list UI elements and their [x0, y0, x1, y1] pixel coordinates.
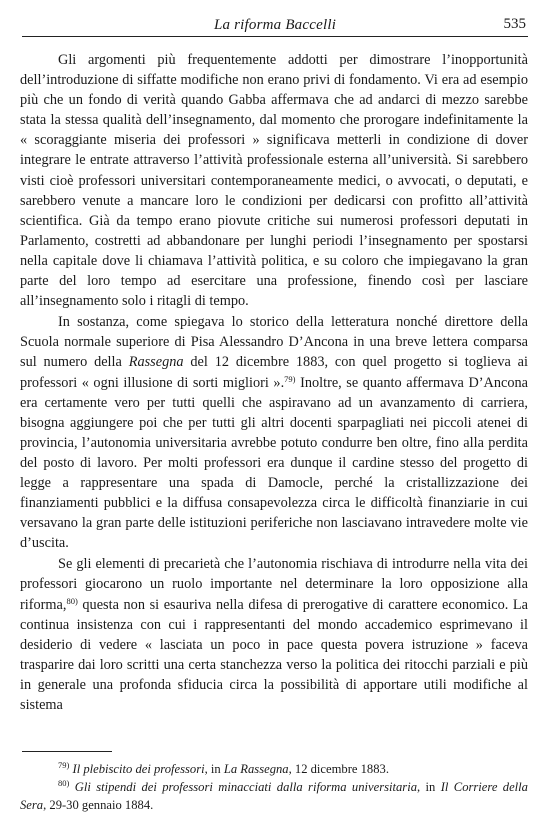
- paragraph-2-text-c: Inoltre, se quanto affermava D’Ancona era certamente vero per tutti quelli che aspiravano ad un avanzamento di carriera, bisogna aggiungere poi che per tutti gli altri docenti sparpagliati nei piccoli atenei di provincia, l’autonomia universitaria avrebbe potuto condurre ben oltre, fino alla perdita del posto di lavoro. Per molti professori era dunque il cardine stesso del progetto di legge a rappresentare una spada di Damocle, perché la cristallizzazione dei finanziamenti pubblici e la diffusa consapevolezza circa le difficoltà finanziarie in cui versavano la gran parte delle istituzioni periferiche non lasciavano intravedere molte vie d’uscita.: [20, 374, 528, 552]
- footnote-rule: [22, 751, 112, 752]
- paragraph-2: [20, 312, 528, 553]
- footnotes: [20, 760, 528, 814]
- footnote-79-source: La Rassegna: [223, 762, 289, 776]
- footnote-ref-79: 79): [284, 373, 296, 384]
- paragraph-3-text-a: Se gli elementi di precarietà che l’autonomia rischiava di introdurre nella vita dei professori giocarono un ruolo importante nel determinare la loro opposizione alla riforma,: [20, 556, 528, 613]
- footnote-ref-80: 80): [66, 595, 78, 606]
- paragraph-1-text: Gli argomenti più frequentemente addotti per dimostrare l’inopportunità dell’introduzione di siffatte modifiche non erano privi di fondamento. Vi era ad esempio più che un fondo di verità quando Gabba affermava che ad andarci di mezzo sarebbe stata la stessa qualità dell’insegnamento, dal momento che prorogare indefinitamente la « scoraggiante miseria dei professori » significava metterli in condizione di dover integrare le entrate attraverso l’attività professionale esterna all’università. Si sarebbero visti cioè professori universitari contemporaneamente medici, o avvocati, o deputati, e sarebbero venute a mancare loro le condizioni per dedicarsi con profitto all’attività scientifica. Già da tempo erano piovute critiche sui numerosi professori deputati in Parlamento, costretti ad abbandonare per lunghi periodi l’insegnamento per spostarsi nella capitale dove li chiamava l’attività politica, e su coloro che impiegavano la gran parte del loro tempo ad esercitare una professione, finendo così per lasciare all’insegnamento solo i ritagli di tempo.: [20, 52, 528, 310]
- footnote-80-end: , 29-30 gennaio 1884.: [43, 798, 154, 812]
- paragraph-2-text-b: del 12 dicembre 1883, con quel progetto si toglieva ai professori « ogni illusione di sorti migliori ».: [20, 354, 529, 391]
- footnote-80-mid: , in: [417, 780, 441, 794]
- page-number: 535: [503, 16, 526, 32]
- footnote-79-end: , 12 dicembre 1883.: [288, 762, 389, 776]
- footnote-79-title: Il plebiscito dei professori: [72, 762, 205, 776]
- footnote-80-number: 80): [58, 778, 70, 788]
- footnote-80: [20, 778, 528, 814]
- paragraph-2-text-a: In sostanza, come spiegava lo storico della letteratura nonché direttore della Scuola normale superiore di Pisa Alessandro D’Ancona in una breve lettera comparsa sul numero della: [20, 314, 528, 371]
- rassegna-title: Rassegna: [128, 354, 184, 371]
- footnote-79: [20, 760, 528, 778]
- page-header: [22, 16, 528, 37]
- footnote-79-number: 79): [58, 760, 70, 770]
- paragraph-3-text-b: questa non si esauriva nella difesa di prerogative di carattere economico. La continua insistenza con cui i rappresentanti del mondo accademico esprimevano il desiderio di vedere « lasciata un poco in pace questa povera istruzione » faceva trasparire dai loro scritti una certa stanchezza verso la politica dei ritocchi parziali e più in generale una profonda sfiducia circa la possibilità di apportare utili modifiche al sistema: [20, 596, 528, 713]
- running-title: La riforma Baccelli: [213, 17, 337, 33]
- footnote-80-title: Gli stipendi dei professori minacciati dalla riforma universitaria: [74, 780, 417, 794]
- footnote-79-mid: , in: [204, 762, 224, 776]
- paragraph-1: [20, 50, 528, 311]
- footnote-80-source: Il Corriere della Sera: [20, 780, 528, 812]
- body-text: [20, 50, 528, 715]
- paragraph-3: [20, 554, 528, 715]
